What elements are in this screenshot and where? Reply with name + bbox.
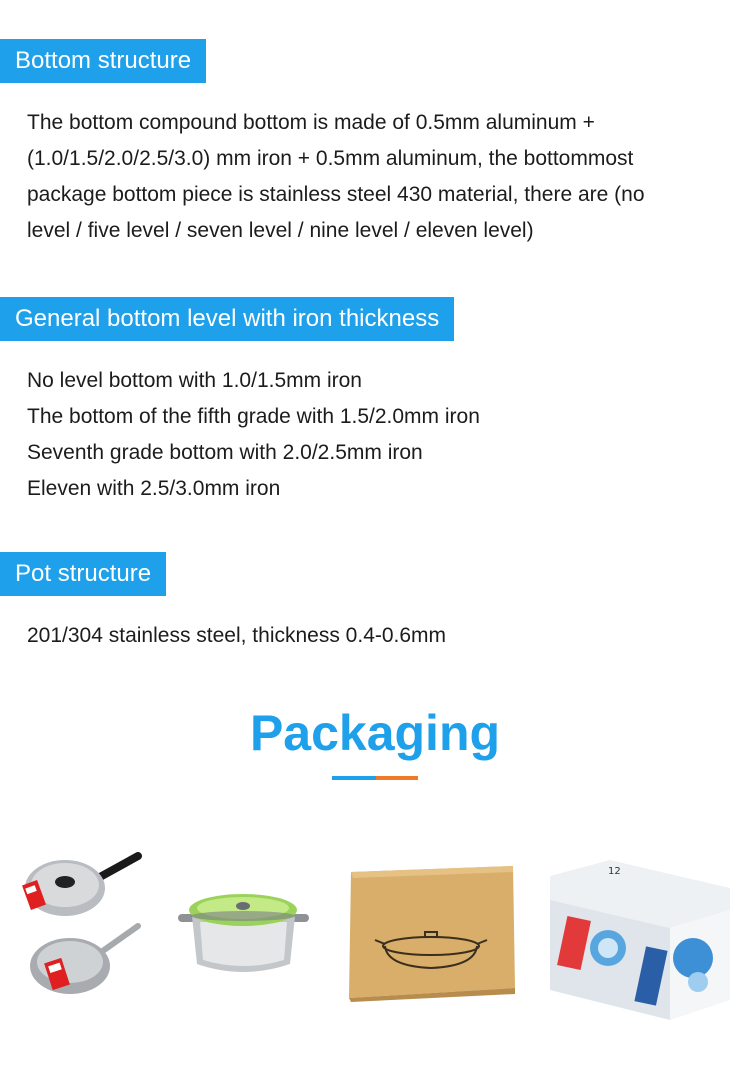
saucepans-image (20, 848, 145, 1008)
kraft-box-image (345, 862, 520, 1002)
section-heading-pot-structure: Pot structure (0, 552, 166, 596)
section-heading-bottom-structure: Bottom structure (0, 39, 206, 83)
text-line: Eleven with 2.5/3.0mm iron (27, 477, 281, 500)
text-line: 201/304 stainless steel, thickness 0.4-0.6mm (27, 624, 447, 647)
section-text-pot-structure (27, 618, 730, 654)
text-line: The bottom compound bottom is made of 0.5mm aluminum + (27, 111, 595, 134)
text-line: (1.0/1.5/2.0/2.5/3.0) mm iron + 0.5mm aluminum, the bottommost (27, 147, 634, 170)
section-text-iron-thickness (27, 363, 730, 507)
text-line: No level bottom with 1.0/1.5mm iron (27, 369, 362, 392)
title-underline-orange (376, 776, 418, 780)
text-line: level / five level / seven level / nine level / eleven level) (27, 219, 534, 242)
section-text-bottom-structure (27, 105, 730, 249)
gift-box-image (548, 858, 733, 1023)
packaging-title: Packaging (249, 705, 501, 761)
text-line: The bottom of the fifth grade with 1.5/2.0mm iron (27, 405, 480, 428)
text-line: package bottom piece is stainless steel 430 material, there are (no (27, 183, 645, 206)
text-line: Seventh grade bottom with 2.0/2.5mm iron (27, 441, 423, 464)
section-heading-iron-thickness: General bottom level with iron thickness (0, 297, 454, 341)
stock-pot-image (176, 882, 311, 982)
title-underline-blue (332, 776, 376, 780)
box-print-text: 12 (608, 866, 621, 877)
